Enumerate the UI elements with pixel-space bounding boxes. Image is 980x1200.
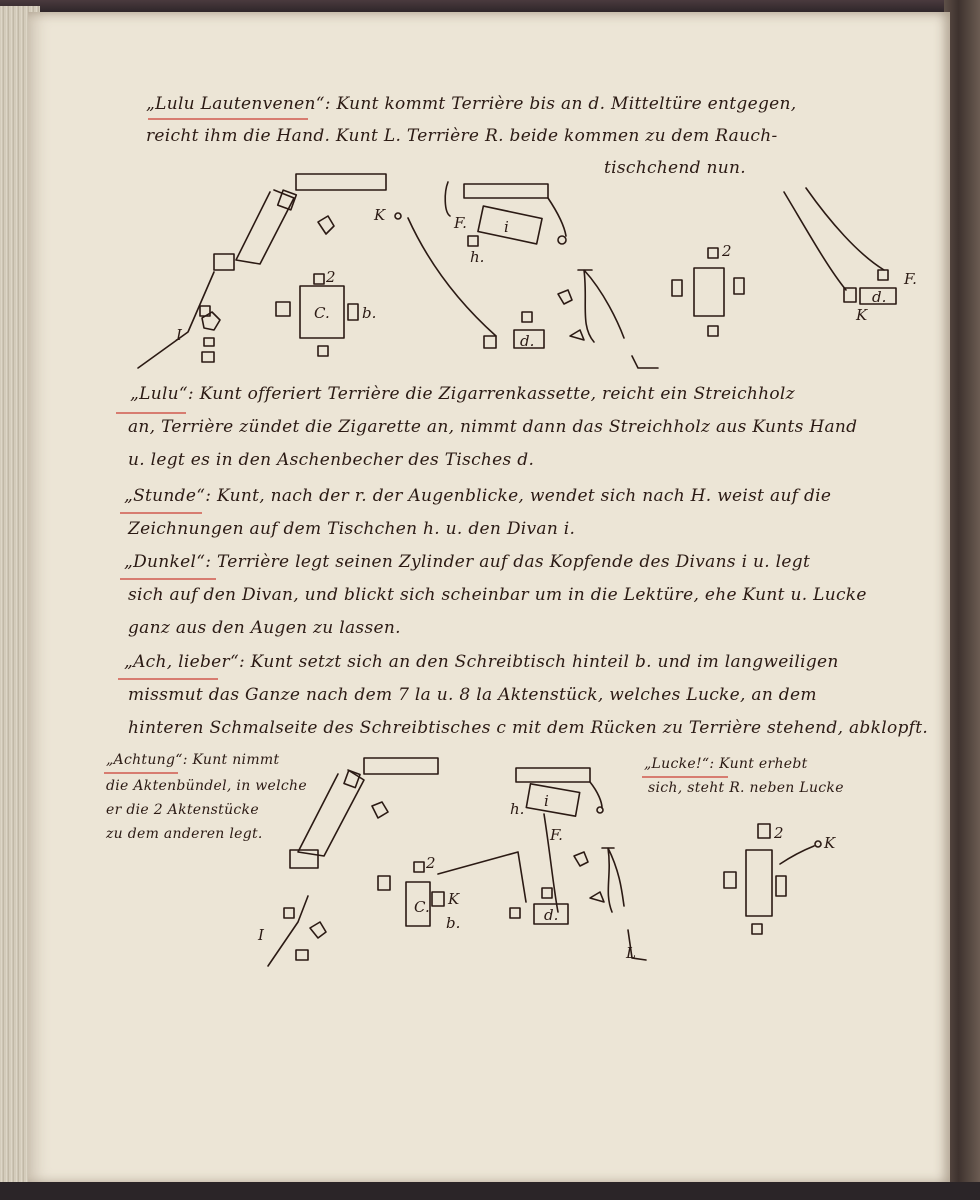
sketch-label-d-b: d. (544, 906, 559, 924)
sketch-label-h: h. (470, 248, 485, 266)
left-note-line-4: zu dem anderen legt. (106, 826, 263, 842)
sketch-label-c: C. (314, 304, 330, 322)
sketch-label-two-2: 2 (722, 242, 732, 260)
red-underline-6 (104, 772, 178, 774)
sketch-label-b-b: b. (446, 914, 461, 932)
sketch-label-f-2: F. (904, 270, 917, 288)
sketch-label-d: d. (520, 332, 535, 350)
sketch-label-i2-b: I (258, 926, 264, 944)
sketch-label-k-c: K (824, 834, 836, 852)
left-note-line-2: die Aktenbündel, in welche (106, 778, 307, 794)
manuscript-page (28, 12, 950, 1184)
sketch-label-two-c: 2 (774, 824, 784, 842)
right-note-line-1: „Lucke!“: Kunt erhebt (644, 756, 808, 772)
sketch-label-k-b: K (448, 890, 460, 908)
text-line-6: u. legt es in den Aschenbecher des Tisches d. (128, 450, 535, 470)
text-line-10: sich auf den Divan, und blickt sich scheinbar um in die Lektüre, ehe Kunt u. Lucke (128, 585, 867, 605)
text-line-12: „Ach, lieber“: Kunt setzt sich an den Schreibtisch hinteil b. und im langweiligen (124, 652, 839, 672)
sketch-label-i-b: i (544, 792, 549, 810)
left-note-line-3: er die 2 Aktenstücke (106, 802, 259, 818)
sketch-label-two-b: 2 (426, 854, 436, 872)
desk-surface (0, 1182, 980, 1200)
text-line-13: missmut das Ganze nach dem 7 la u. 8 la Aktenstück, welches Lucke, an dem (128, 685, 817, 705)
text-line-9: „Dunkel“: Terrière legt seinen Zylinder auf das Kopfende des Divans i u. legt (124, 552, 811, 572)
stage-sketch-top (118, 162, 918, 382)
red-underline-5 (118, 678, 218, 680)
sketch-label-i: i (504, 218, 509, 236)
text-line-7: „Stunde“: Kunt, nach der r. der Augenblicke, wendet sich nach H. weist auf die (124, 486, 832, 506)
text-line-1: „Lulu Lautenvenen“: Kunt kommt Terrière bis an d. Mitteltüre entgegen, (146, 94, 797, 114)
sketch-label-f: F. (454, 214, 467, 232)
text-line-5: an, Terrière zündet die Zigarette an, nimmt dann das Streichholz aus Kunts Hand (128, 417, 858, 437)
sketch-label-h-b: h. (510, 800, 525, 818)
sketch-label-i2: I (176, 326, 182, 344)
stage-sketch-bottom (228, 752, 868, 982)
sketch-label-two: 2 (326, 268, 336, 286)
right-note-line-2: sich, steht R. neben Lucke (648, 780, 844, 796)
red-underline-4 (120, 578, 216, 580)
left-note-line-1: „Achtung“: Kunt nimmt (106, 752, 280, 768)
text-line-11: ganz aus den Augen zu lassen. (128, 618, 401, 638)
text-line-3: tischchend nun. (604, 158, 746, 178)
text-line-2: reicht ihm die Hand. Kunt L. Terrière R. beide kommen zu dem Rauch- (146, 126, 778, 146)
red-underline-3 (120, 512, 202, 514)
sketch-label-k-2: K (856, 306, 868, 324)
sketch-label-l: L (626, 944, 636, 962)
text-line-8: Zeichnungen auf dem Tischchen h. u. den Divan i. (128, 519, 576, 539)
sketch-label-k: K (374, 206, 386, 224)
text-line-4: „Lulu“: Kunt offeriert Terrière die Zigarrenkassette, reicht ein Streichholz (130, 384, 795, 404)
sketch-label-d-2: d. (872, 288, 887, 306)
sketch-label-c-b: C. (414, 898, 430, 916)
text-line-14: hinteren Schmalseite des Schreibtisches c mit dem Rücken zu Terrière stehend, abklopft. (128, 718, 929, 738)
red-underline-1 (148, 118, 308, 120)
sketch-label-f-b: F. (550, 826, 563, 844)
sketch-label-b: b. (362, 304, 377, 322)
red-underline-2 (116, 412, 186, 414)
